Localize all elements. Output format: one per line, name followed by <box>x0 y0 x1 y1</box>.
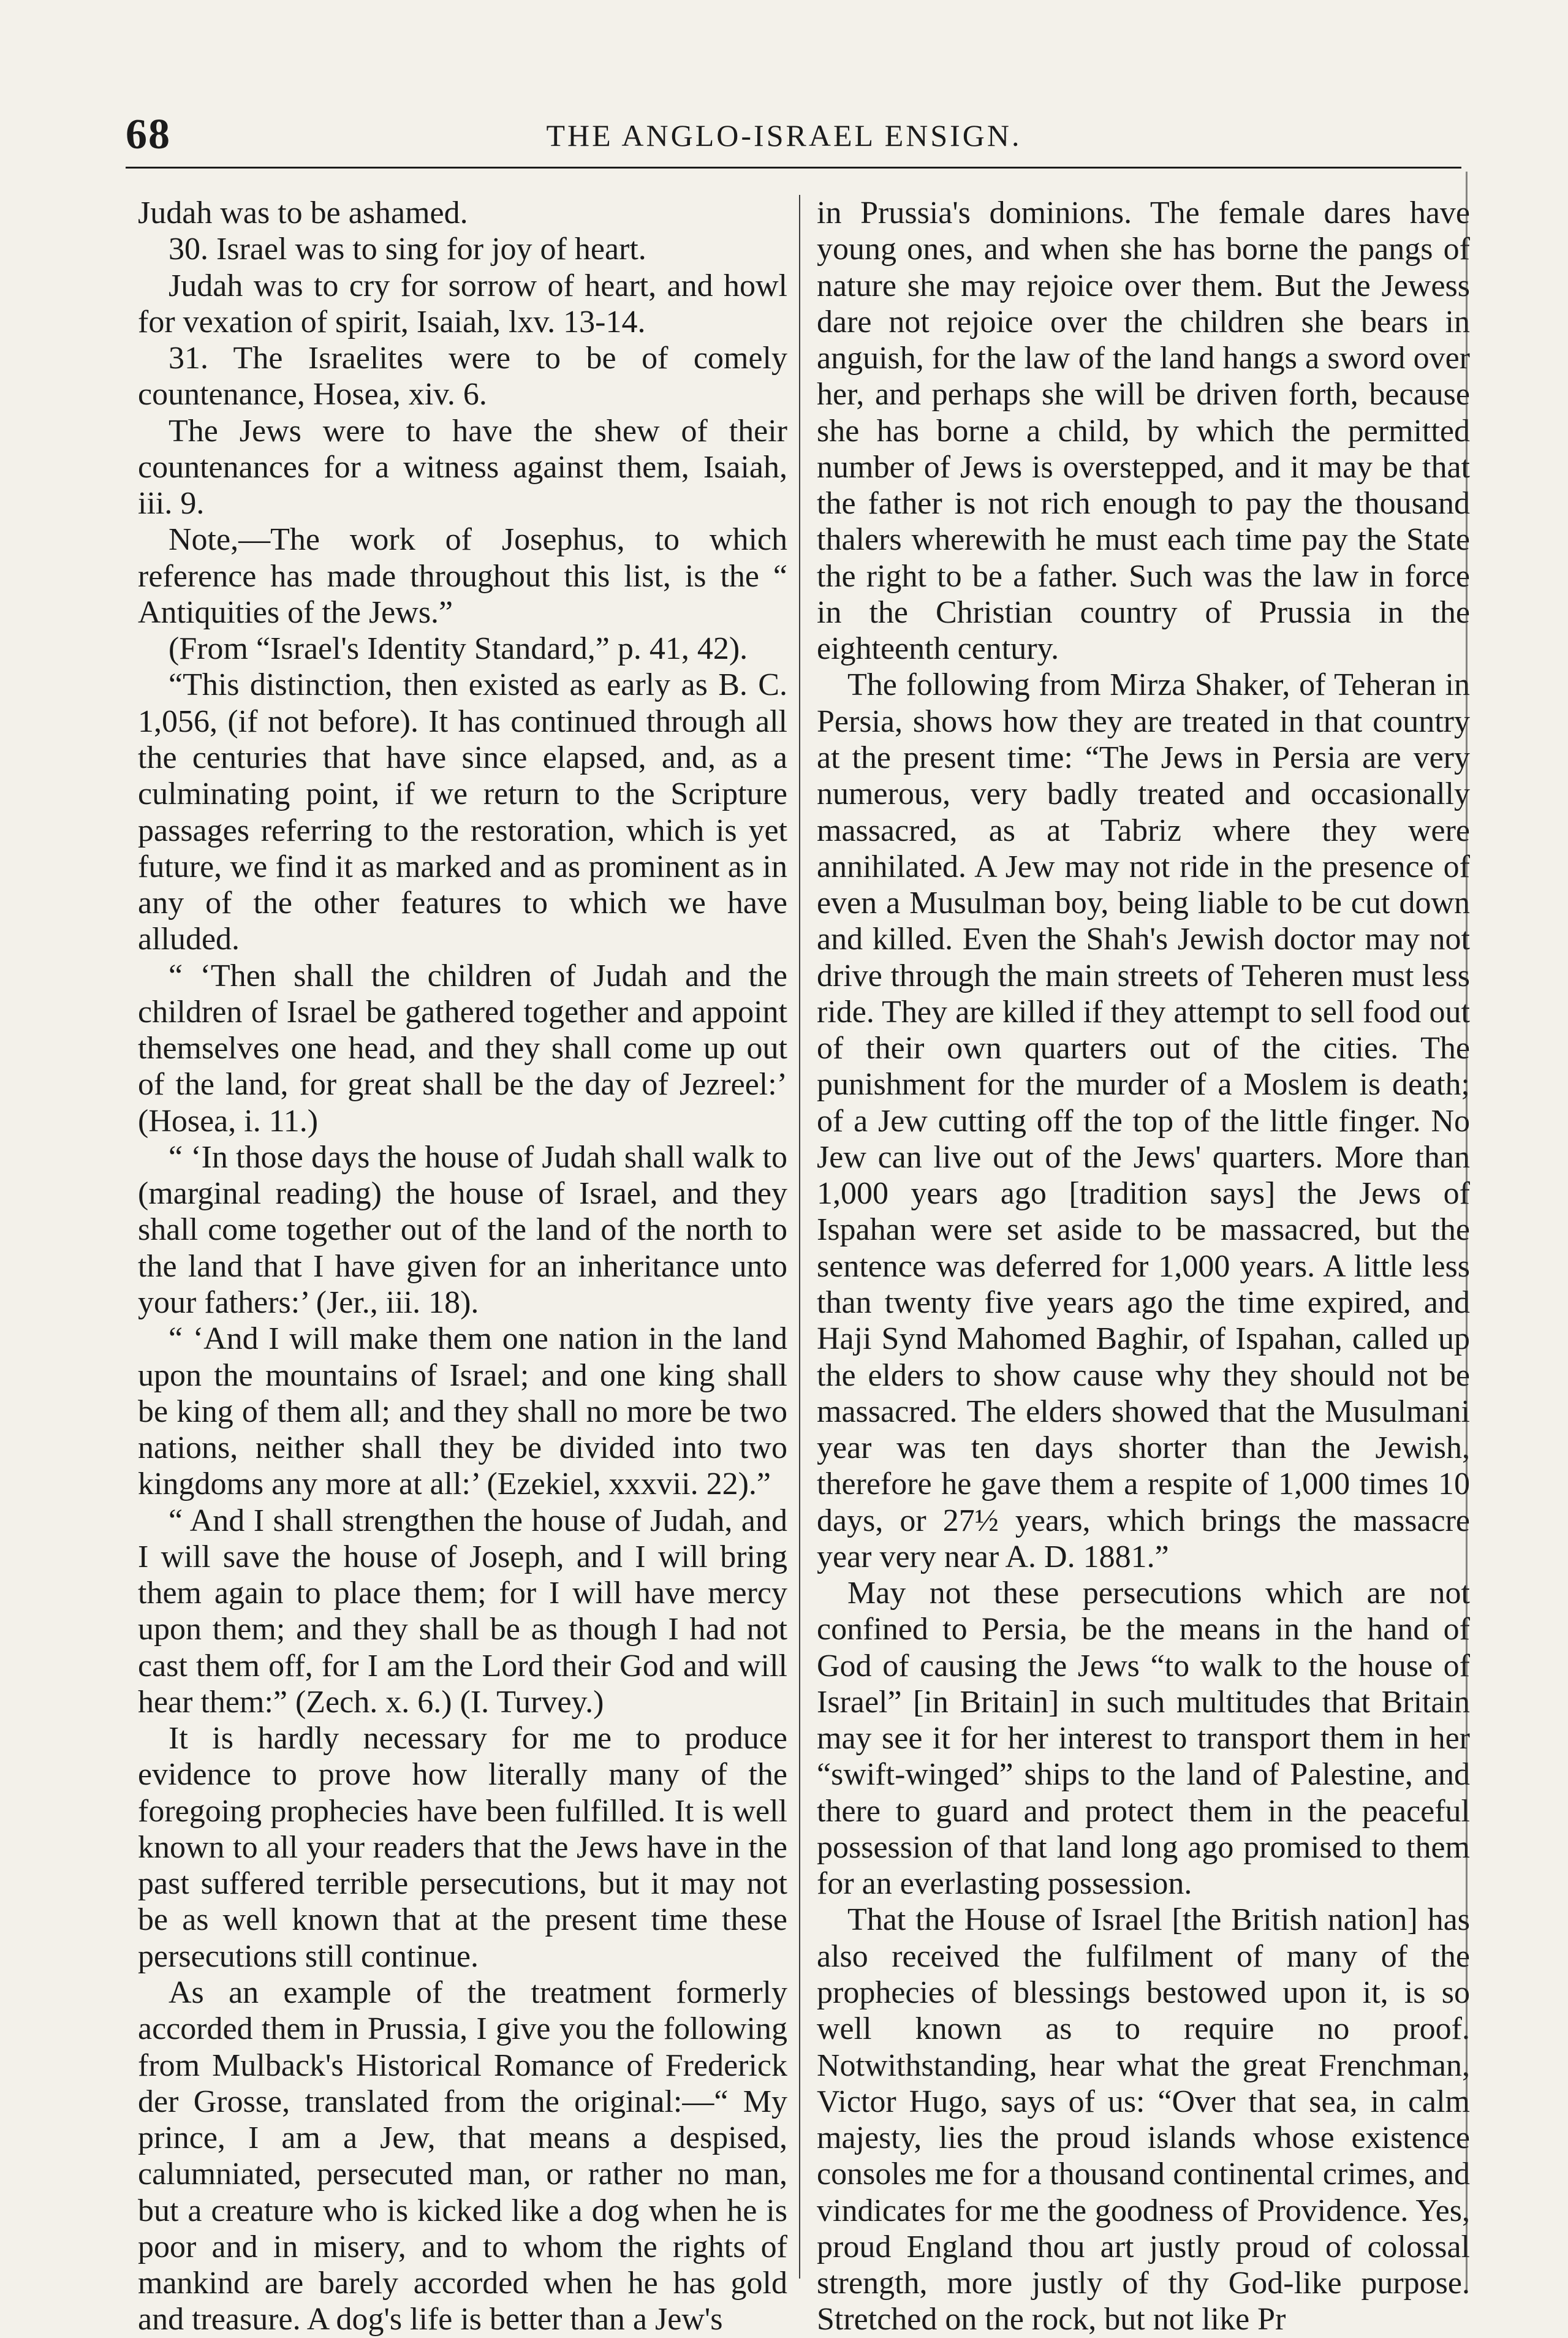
page-number: 68 <box>126 111 171 158</box>
paragraph: 30. Israel was to sing for joy of heart. <box>169 232 646 267</box>
paragraph: in Prussia's dominions. The female dares have young ones, and when she has borne the pangs of nature she may rejoice over them. But the Jewess dare not rejoice over the children she bears in anguish, for the law of the land hangs a sword over her, and perhaps she will be driven forth, because she has borne a child, by which the permitted number of Jews is overstepped, and it may be that the father is not rich enough to pay the thousand thalers wherewith he must each time pay the State the right to be a father. Such was the law in force in the Christian country of Prussia in the eighteenth century. <box>817 195 1470 667</box>
paragraph: Note,—The work of Josephus, to which reference has made throughout this list, is the “ Antiquities of the Jews.” <box>138 522 787 630</box>
paragraph: The Jews were to have the shew of their countenances for a witness against them, Isaiah, iii. 9. <box>138 413 787 522</box>
left-column <box>138 195 787 2338</box>
paragraph: “ ‘In those days the house of Judah shall walk to (marginal reading) the house of Israel, and they shall come together out of the land of the north to the land that I have given for an inheritance unto your fathers:’ (Jer., iii. 18). <box>138 1139 787 1320</box>
header-rule <box>126 167 1461 169</box>
paragraph: May not these persecutions which are not confined to Persia, be the means in the hand of God of causing the Jews “to walk to the house of Israel” [in Britain] in such multitudes that Britain may see it for her interest to transport them in her “swift-winged” ships to the land of Palestine, and there to guard and protect them in the peaceful possession of that land long ago promised to them for an everlasting possession. <box>817 1576 1470 1902</box>
paragraph: “ And I shall strengthen the house of Judah, and I will save the house of Joseph, and I will bring them again to place them; for I will have mercy upon them; and they shall be as though I had not cast them off, for I am the Lord their God and will hear them:” (Zech. x. 6.) (I. Turvey.) <box>138 1503 787 1720</box>
paragraph: “ ‘Then shall the children of Judah and the children of Israel be gathered together and appoint themselves one head, and they shall come up out of the land, for great shall be the day of Jezreel:’ (Hosea, i. 11.) <box>138 958 787 1139</box>
paragraph: It is hardly necessary for me to produce evidence to prove how literally many of the foregoing prophecies have been fulfilled. It is well known to all your readers that the Jews have in the past suffered terrible persecutions, but it may not be as well known that at the present time these persecutions still continue. <box>138 1721 787 1974</box>
paragraph: As an example of the treatment formerly accorded them in Prussia, I give you the following from Mulback's Historical Romance of Frederick der Grosse, translated from the original:—“ My prince, I am a Jew, that means a despised, calumniated, persecuted man, or rather no man, but a creature who is kicked like a dog when he is poor and in misery, and to whom the rights of mankind are barely accorded when he has gold and treasure. A dog's life is better than a Jew's <box>138 1975 787 2337</box>
paragraph: “This distinction, then existed as early as B. C. 1,056, (if not before). It has continued through all the centuries that have since elapsed, and, as a culminating point, if we return to the Scripture passages referring to the restoration, which is yet future, we find it as marked and as prominent as in any of the other features to which we have alluded. <box>138 667 787 957</box>
running-title: THE ANGLO-ISRAEL ENSIGN. <box>546 118 1022 153</box>
right-column <box>817 195 1470 2338</box>
paragraph: 31. The Israelites were to be of comely countenance, Hosea, xiv. 6. <box>138 341 787 412</box>
paragraph: “ ‘And I will make them one nation in the land upon the mountains of Israel; and one king shall be king of them all; and they shall no more be two nations, neither shall they be divided into two kingdoms any more at all:’ (Ezekiel, xxxvii. 22).” <box>138 1321 787 1502</box>
page-edge-shadow <box>1466 172 1468 2292</box>
paragraph: Judah was to be ashamed. <box>138 195 468 230</box>
column-rule <box>799 195 800 2279</box>
paragraph: (From “Israel's Identity Standard,” p. 41, 42). <box>169 631 748 667</box>
paragraph: The following from Mirza Shaker, of Teheran in Persia, shows how they are treated in that country at the present time: “The Jews in Persia are very numerous, very badly treated and occasionally massacred, as at Tabriz where they were annihilated. A Jew may not ride in the presence of even a Musulman boy, being liable to be cut down and killed. Even the Shah's Jewish doctor may not drive through the main streets of Teheren must less ride. They are killed if they attempt to sell food out of their own quarters out of the cities. The punishment for the murder of a Moslem is death; of a Jew cutting off the top of the little finger. No Jew can live out of the Jews' quarters. More than 1,000 years ago [tradition says] the Jews of Ispahan were set aside to be massacred, but the sentence was deferred for 1,000 years. A little less than twenty five years ago the time expired, and Haji Synd Mahomed Baghir, of Ispahan, called up the elders to show cause why they should not be massacred. The elders showed that the Musulmani year was ten days shorter than the Jewish, therefore he gave them a respite of 1,000 times 10 days, or 27½ years, which brings the massacre year very near A. D. 1881.” <box>817 667 1470 1574</box>
paragraph: That the House of Israel [the British nation] has also received the fulfilment of many of the prophecies of blessings bestowed upon it, is so well known as to require no proof. Notwithstanding, hear what the great Frenchman, Victor Hugo, says of us: “Over that sea, in calm majesty, lies the proud islands whose existence consoles me for a thousand continental crimes, and vindicates for me the goodness of Providence. Yes, proud England thou art justly proud of colossal strength, more justly of thy God-like purpose. Stretched on the rock, but not like Pr <box>817 1902 1470 2337</box>
paragraph: Judah was to cry for sorrow of heart, and howl for vexation of spirit, Isaiah, lxv. 13-14. <box>138 268 787 340</box>
